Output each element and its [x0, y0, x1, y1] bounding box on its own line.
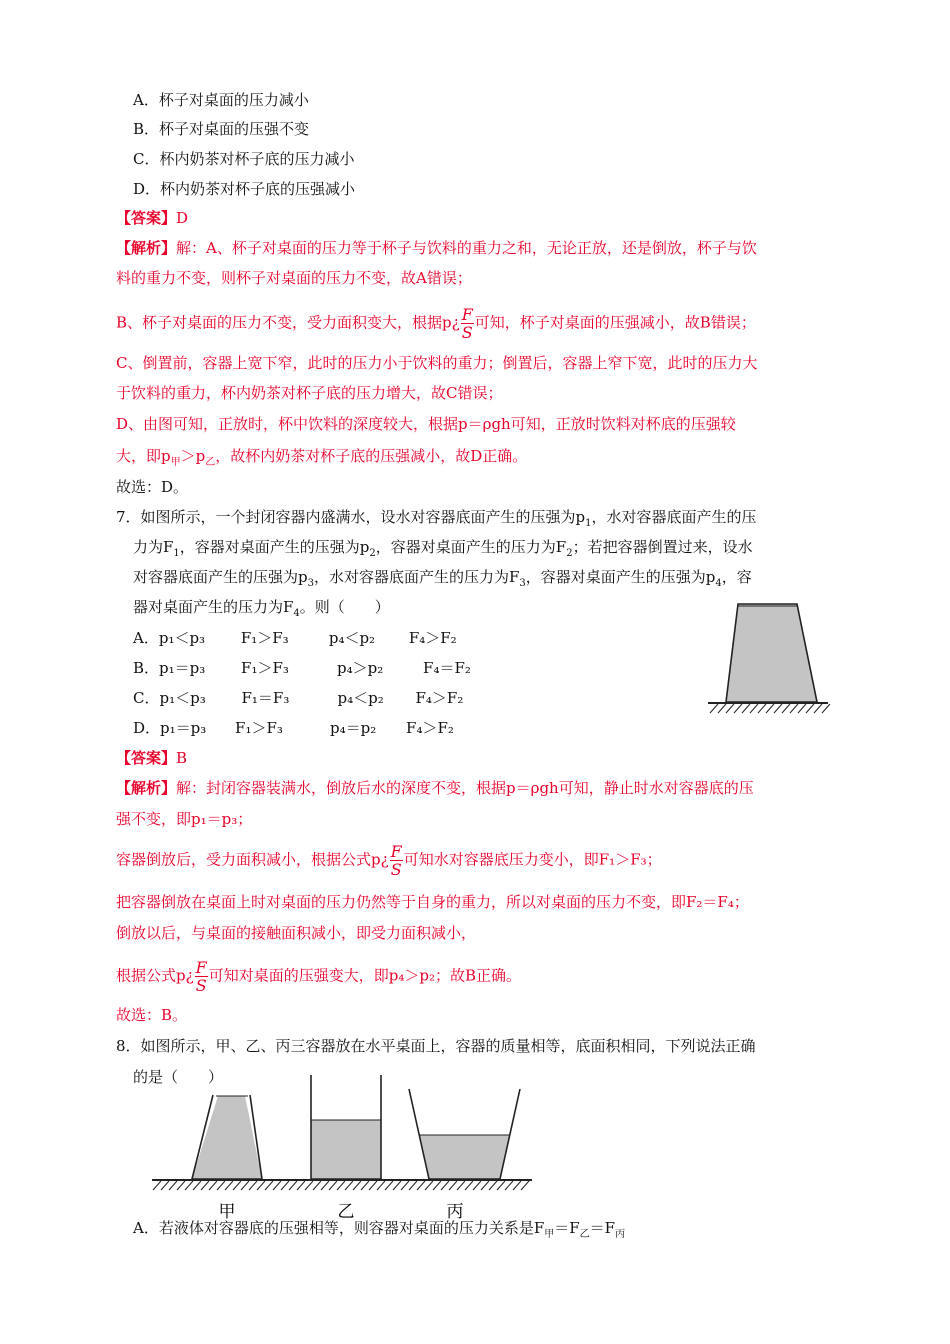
- analysis-label: 【解析】: [116, 779, 177, 797]
- stem-text: 对容器底面产生的压强为p: [133, 568, 308, 586]
- subscript: 甲: [544, 1229, 555, 1240]
- option-label: B．: [133, 659, 160, 677]
- analysis-text: 解：A、杯子对桌面的压力等于杯子与饮料的重力之和，无论正放，还是倒放，杯子与饮: [176, 239, 757, 257]
- subscript: 1: [173, 548, 180, 559]
- option-cell: p₄＞p₂: [337, 659, 384, 677]
- q6-analysis-line1: [116, 237, 757, 259]
- q6-analysis-line2: 料的重力不变，则杯子对桌面的压力不变，故A错误；: [116, 269, 472, 287]
- analysis-text: ＞p: [180, 447, 206, 465]
- option-cell: F₁＞F₃: [241, 659, 289, 677]
- q6-analysis-c1: C、倒置前，容器上宽下窄，此时的压力小于饮料的重力；倒置后，容器上窄下宽，此时的压力大: [116, 354, 758, 372]
- ground-hatch: [710, 704, 830, 713]
- option-label: A．: [133, 629, 159, 647]
- frac-glyph: ¿: [185, 966, 194, 985]
- q6-conclusion: 故选：D。: [116, 478, 189, 496]
- answer-value: D: [176, 209, 189, 227]
- frac-glyph: ¿: [380, 850, 389, 869]
- option-cell: F₁＝F₃: [241, 689, 290, 707]
- stem-text: ，容器对桌面产生的压强为p: [179, 538, 370, 556]
- q7-analysis-c1: 把容器倒放在桌面上时对桌面的压力仍然等于自身的重力，所以对桌面的压力不变，即F₂＝F₄；: [116, 893, 749, 911]
- subscript: 2: [369, 548, 376, 559]
- q6-option-d: D．杯内奶茶对杯子底的压强减小: [133, 180, 356, 198]
- q8-stem-line2: 的是（ ）: [133, 1068, 224, 1086]
- answer-label: 【答案】: [116, 749, 177, 767]
- option-cell: p₁＝p₃: [159, 659, 206, 677]
- stem-text: 力为F: [133, 538, 174, 556]
- answer-value: B: [176, 749, 188, 767]
- option-cell: p₁＜p₃: [159, 689, 206, 707]
- pressure-formula-fraction: [461, 306, 474, 341]
- q7-option-d: [133, 717, 454, 739]
- ground-hatch: [153, 1181, 529, 1190]
- q7-analysis-c2: 倒放以后，与桌面的接触面积减小，即受力面积减小，: [116, 924, 477, 942]
- option-cell: p₄＜p₂: [337, 689, 384, 707]
- subscript: 乙: [205, 457, 216, 468]
- stem-text: ，水对容器底面产生的压力为F: [313, 568, 520, 586]
- q8-three-containers-figure: [150, 1075, 535, 1223]
- fraction-denominator: S: [195, 976, 207, 995]
- trapezoid-container: [726, 604, 817, 702]
- q7-answer: [116, 747, 187, 769]
- q7-stem-line2: [133, 536, 753, 565]
- option-text: A．若液体对容器底的压强相等，则容器对桌面的压力关系是F: [133, 1219, 545, 1237]
- q8-stem-line1: 8．如图所示，甲、乙、丙三容器放在水平桌面上，容器的质量相等，底面积相同，下列说法正确: [116, 1037, 756, 1055]
- analysis-text: 可知对桌面的压强变大，即p₄＞p₂；故B正确。: [208, 966, 522, 985]
- q6-option-b: B．杯子对桌面的压强不变: [133, 120, 310, 138]
- q6-analysis-d1: D、由图可知，正放时，杯中饮料的深度较大，根据p＝ρgh可知，正放时饮料对杯底的压强较: [116, 415, 736, 433]
- q7-option-a: [133, 627, 457, 649]
- option-cell: p₁＝p₃: [160, 719, 207, 737]
- q7-conclusion: 故选：B。: [116, 1006, 188, 1024]
- q7-analysis-d: [116, 959, 521, 994]
- analysis-text: 可知，杯子对桌面的压强减小，故B错误；: [474, 313, 756, 332]
- option-cell: F₄＞F₂: [406, 719, 454, 737]
- q7-stem-line1: [116, 506, 757, 535]
- q7-option-c: [133, 687, 463, 709]
- option-cell: p₄＝p₂: [330, 719, 377, 737]
- analysis-text: 大，即p: [116, 447, 171, 465]
- analysis-text: 可知水对容器底压力变小，即F₁＞F₃；: [403, 850, 662, 869]
- q7-option-b: [133, 657, 471, 679]
- analysis-label: 【解析】: [116, 239, 177, 257]
- pressure-formula-fraction: [390, 843, 403, 878]
- label-yi: 乙: [337, 1202, 355, 1222]
- q6-answer: [116, 207, 188, 229]
- fraction-numerator: F: [461, 305, 473, 324]
- analysis-text: 容器倒放后，受力面积减小，根据公式p: [116, 850, 381, 869]
- fraction-denominator: S: [461, 323, 473, 342]
- container-yi-liquid: [311, 1120, 381, 1179]
- fraction-numerator: F: [195, 958, 207, 977]
- subscript: 4: [715, 578, 722, 589]
- q7-stem-line3: [133, 566, 752, 595]
- option-cell: p₄＜p₂: [328, 629, 376, 647]
- stem-text: ，容: [721, 568, 752, 586]
- analysis-text: 解：封闭容器装满水，倒放后水的深度不变，根据p＝ρgh可知，静止时水对容器底的压: [176, 779, 754, 797]
- q7-stem-line4: [133, 596, 390, 625]
- subscript: 4: [293, 608, 300, 619]
- q6-analysis-d2: [116, 445, 527, 474]
- analysis-text: ，故杯内奶茶对杯子底的压强减小，故D正确。: [215, 447, 528, 465]
- option-cell: p₁＜p₃: [158, 629, 206, 647]
- subscript: 1: [585, 518, 592, 529]
- subscript: 2: [566, 548, 573, 559]
- option-cell: F₄＞F₂: [408, 629, 457, 647]
- analysis-text: 根据公式p: [116, 966, 186, 985]
- stem-text: ，容器对桌面产生的压强为p: [525, 568, 716, 586]
- label-bing: 丙: [446, 1202, 464, 1222]
- subscript: 3: [519, 578, 526, 589]
- subscript: 丙: [615, 1229, 626, 1240]
- option-label: C．: [133, 689, 160, 707]
- analysis-text: B、杯子对桌面的压力不变，受力面积变大，根据p: [116, 313, 452, 332]
- option-label: D．: [133, 719, 161, 737]
- option-cell: F₁＞F₃: [235, 719, 283, 737]
- q7-analysis-line1: [116, 777, 754, 799]
- q7-analysis-b: [116, 843, 662, 878]
- stem-text: 7．如图所示，一个封闭容器内盛满水，设水对容器底面产生的压强为p: [116, 508, 586, 526]
- stem-text: ，水对容器底面产生的压: [591, 508, 757, 526]
- option-cell: F₁＞F₃: [240, 629, 289, 647]
- q6-analysis-b: [116, 306, 756, 341]
- subscript: 乙: [579, 1229, 590, 1240]
- frac-glyph: ¿: [451, 313, 460, 332]
- stem-text: 。则（ ）: [299, 598, 390, 616]
- subscript: 甲: [170, 457, 181, 468]
- label-jia: 甲: [218, 1202, 236, 1222]
- option-cell: F₄＞F₂: [415, 689, 464, 707]
- q7-analysis-line2: 强不变，即p₁＝p₃；: [116, 810, 253, 828]
- option-cell: F₄＝F₂: [423, 659, 471, 677]
- q6-option-a: A．杯子对桌面的压力减小: [133, 91, 309, 109]
- answer-label: 【答案】: [116, 209, 177, 227]
- subscript: 3: [307, 578, 314, 589]
- q7-container-figure: [700, 597, 836, 719]
- container-bing-liquid: [419, 1135, 510, 1179]
- option-text: ＝F: [554, 1219, 580, 1237]
- q8-option-a: [133, 1217, 625, 1246]
- q6-analysis-c2: 于饮料的重力，杯内奶茶对杯子底的压力增大，故C错误；: [116, 384, 503, 402]
- stem-text: ；若把容器倒置过来，设水: [572, 538, 753, 556]
- option-text: ＝F: [589, 1219, 616, 1237]
- stem-text: 器对桌面产生的压力为F: [133, 598, 294, 616]
- q6-option-c: C．杯内奶茶对杯子底的压力减小: [133, 150, 355, 168]
- fraction-denominator: S: [390, 860, 402, 879]
- stem-text: ，容器对桌面产生的压力为F: [375, 538, 567, 556]
- pressure-formula-fraction: [195, 959, 208, 994]
- fraction-numerator: F: [390, 842, 402, 861]
